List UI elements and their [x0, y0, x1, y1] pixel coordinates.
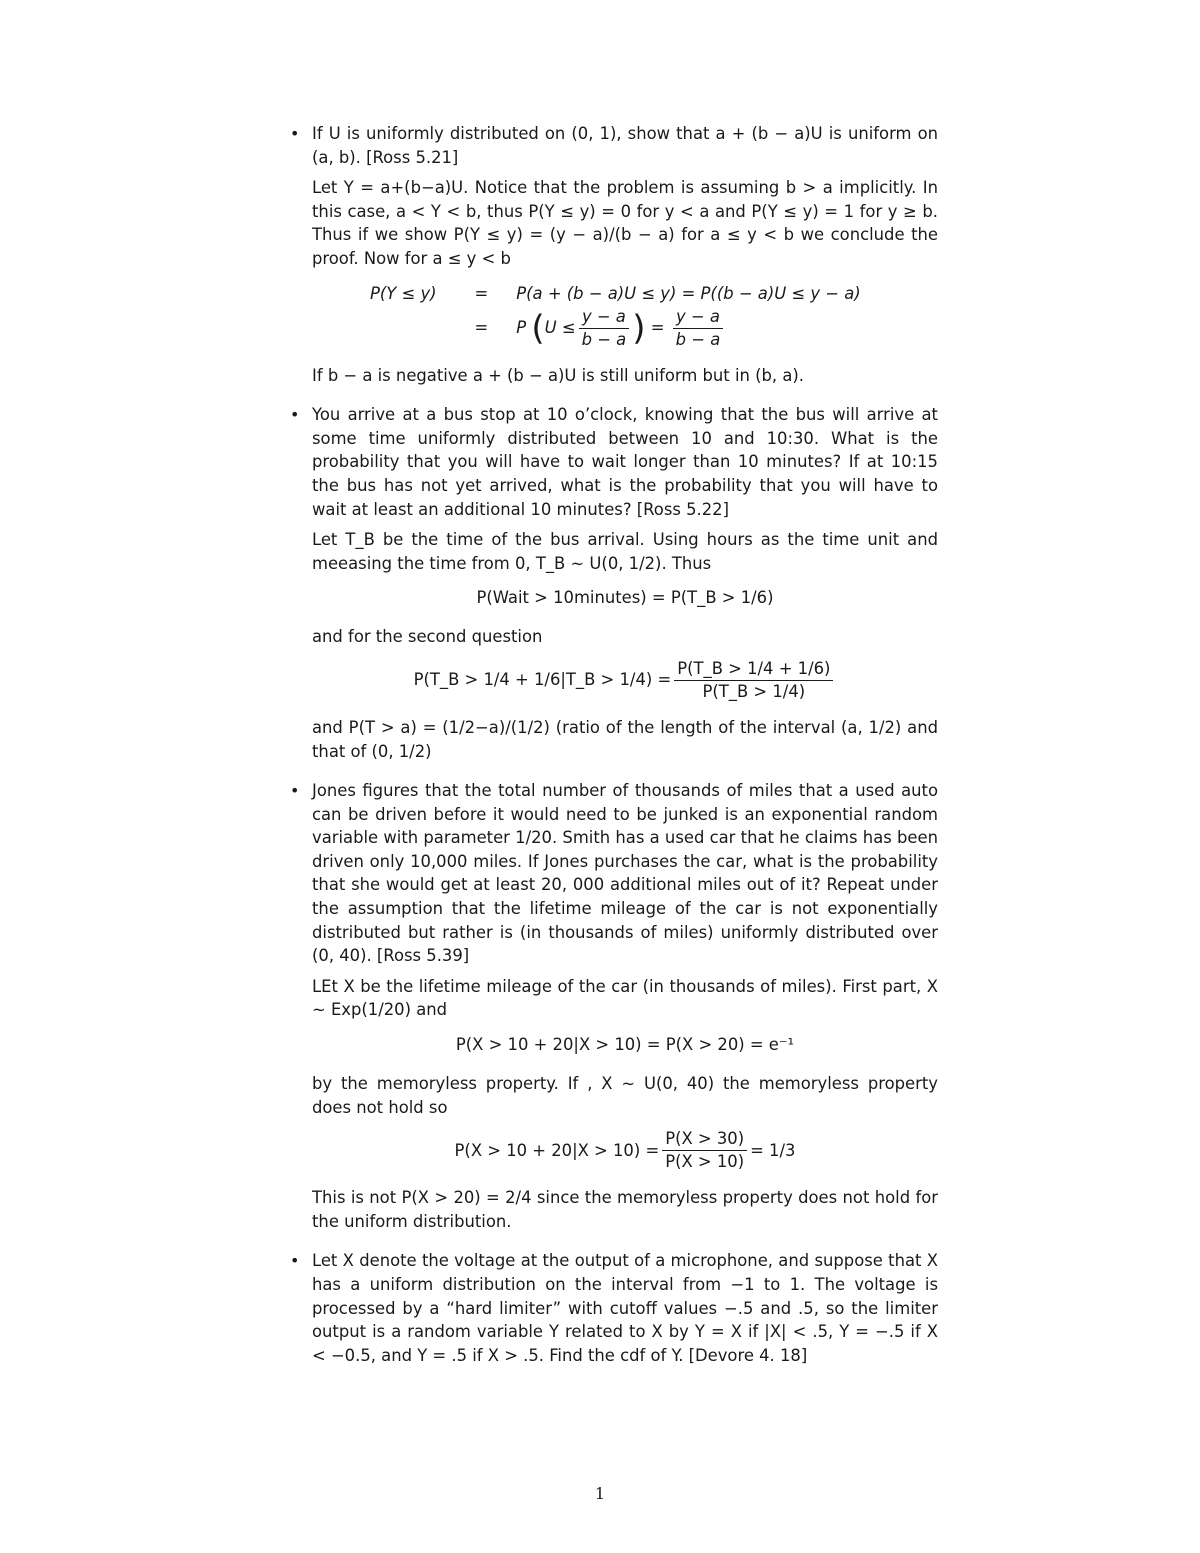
equation-lhs: P(X > 10 + 20|X > 10) = [454, 1140, 660, 1160]
answer-text: LEt X be the lifetime mileage of the car (in thousands of miles). First part, X ∼ Exp(1/20) and [312, 976, 944, 1020]
fraction [662, 1129, 747, 1172]
fraction-denominator: b − a [581, 329, 627, 349]
fraction-numerator: P(T_B > 1/4 + 1/6) [674, 659, 833, 681]
equation-lhs: P(Y ≤ y) [370, 283, 437, 303]
problem-question: If U is uniformly distributed on (0, 1), show that a + (b − a)U is uniform on (a, b). [Ross 5.21] [312, 124, 944, 167]
fraction-denominator: P(T_B > 1/4) [702, 681, 806, 701]
fraction-denominator: b − a [675, 329, 721, 349]
bullet: • [290, 781, 300, 801]
fraction-denominator: P(X > 10) [665, 1152, 745, 1172]
answer-text: by the memoryless property. If , X ∼ U(0, 40) the memoryless property does not hold so [312, 1074, 944, 1117]
answer-text: This is not P(X > 20) = 2/4 since the memoryless property does not hold for the uniform distribution. [312, 1188, 944, 1231]
answer-text: Let Y = a+(b−a)U. Notice that the problem is assuming b > a implicitly. In this case, a < Y < b, thus P(Y ≤ y) = 0 for y < a and P(Y ≤ y) = 1 for y ≥ b. Thus if we show P(Y ≤ y) = (y − a)/(b − a) for a ≤ y < b we conclude the proof. Now for a ≤ y < b [312, 178, 944, 268]
bullet: • [290, 124, 300, 143]
bullet: • [290, 405, 300, 425]
answer-text: and for the second question [312, 627, 543, 647]
equation-rhs: P (U ≤ $\frac{y - a}{b - a}$ ) = $\frac{y - a}{b - a}$ [516, 307, 870, 350]
page-number: 1 [594, 1484, 606, 1503]
equation-rhs: P(a + (b − a)U ≤ y) = P((b − a)U ≤ y − a) [516, 283, 861, 303]
bullet: • [290, 1251, 300, 1271]
fraction [674, 659, 833, 702]
display-equation: P(X > 10 + 20|X > 10) = P(X > 20) = e⁻¹ [455, 1035, 795, 1055]
display-equation [312, 659, 938, 702]
fraction-numerator: P(X > 30) [662, 1129, 747, 1151]
prob-symbol: P [516, 317, 527, 337]
page-content [290, 122, 944, 1383]
problem-item [290, 779, 944, 1233]
aligned-equation [370, 281, 871, 350]
equals-sign: = [474, 283, 489, 303]
equals-sign: = [474, 318, 489, 338]
display-equation [312, 1129, 938, 1172]
problem-item [290, 1249, 944, 1367]
fraction [673, 307, 724, 350]
problem-item [290, 403, 944, 763]
equals-sign: = [650, 317, 665, 337]
equation-rhs: = 1/3 [750, 1140, 796, 1160]
problem-question: Let X denote the voltage at the output of a microphone, and suppose that X has a uniform distribution on the interval from −1 to 1. The voltage is processed by a “hard limiter” with cutoff values −.5 and .5, so the limiter output is a random variable Y related to X by Y = X if |X| < .5, Y = −.5 if X < −0.5, and Y = .5 if X > .5. Find the cdf of Y. [Devore 4. 18] [312, 1251, 944, 1365]
fraction-numerator: y − a [579, 307, 630, 329]
fraction [579, 307, 630, 350]
display-equation [312, 281, 938, 350]
fraction-numerator: y − a [673, 307, 724, 329]
inequality-text: U ≤ [544, 317, 576, 337]
equation-lhs: P(T_B > 1/4 + 1/6|T_B > 1/4) = [413, 670, 672, 690]
problem-item [290, 122, 944, 387]
answer-text: Let T_B be the time of the bus arrival. Using hours as the time unit and meeasing the time from 0, T_B ∼ U(0, 1/2). Thus [312, 530, 944, 573]
problem-question: You arrive at a bus stop at 10 o’clock, knowing that the bus will arrive at some time uniformly distributed between 10 and 10:30. What is the probability that you will have to wait longer than 10 minutes? If at 10:15 the bus has not yet arrived, what is the probability that you will have to wait at least an additional 10 minutes? [Ross 5.22] [312, 405, 944, 519]
answer-text: and P(T > a) = (1/2−a)/(1/2) (ratio of the length of the interval (a, 1/2) and that of (0, 1/2) [312, 717, 944, 761]
answer-text: If b − a is negative a + (b − a)U is still uniform but in (b, a). [312, 365, 804, 385]
problem-question: Jones figures that the total number of thousands of miles that a used auto can be driven before it would need to be junked is an exponential random variable with parameter 1/20. Smith has a used car that he claims has been driven only 10,000 miles. If Jones purchases the car, what is the probability that she would get at least 20, 000 additional miles out of it? Repeat under the assumption that the lifetime mileage of the car is not exponentially distributed but rather is (in thousands of miles) uniformly distributed over (0, 40). [Ross 5.39] [312, 781, 944, 966]
display-equation: P(Wait > 10minutes) = P(T_B > 1/6) [476, 588, 774, 608]
